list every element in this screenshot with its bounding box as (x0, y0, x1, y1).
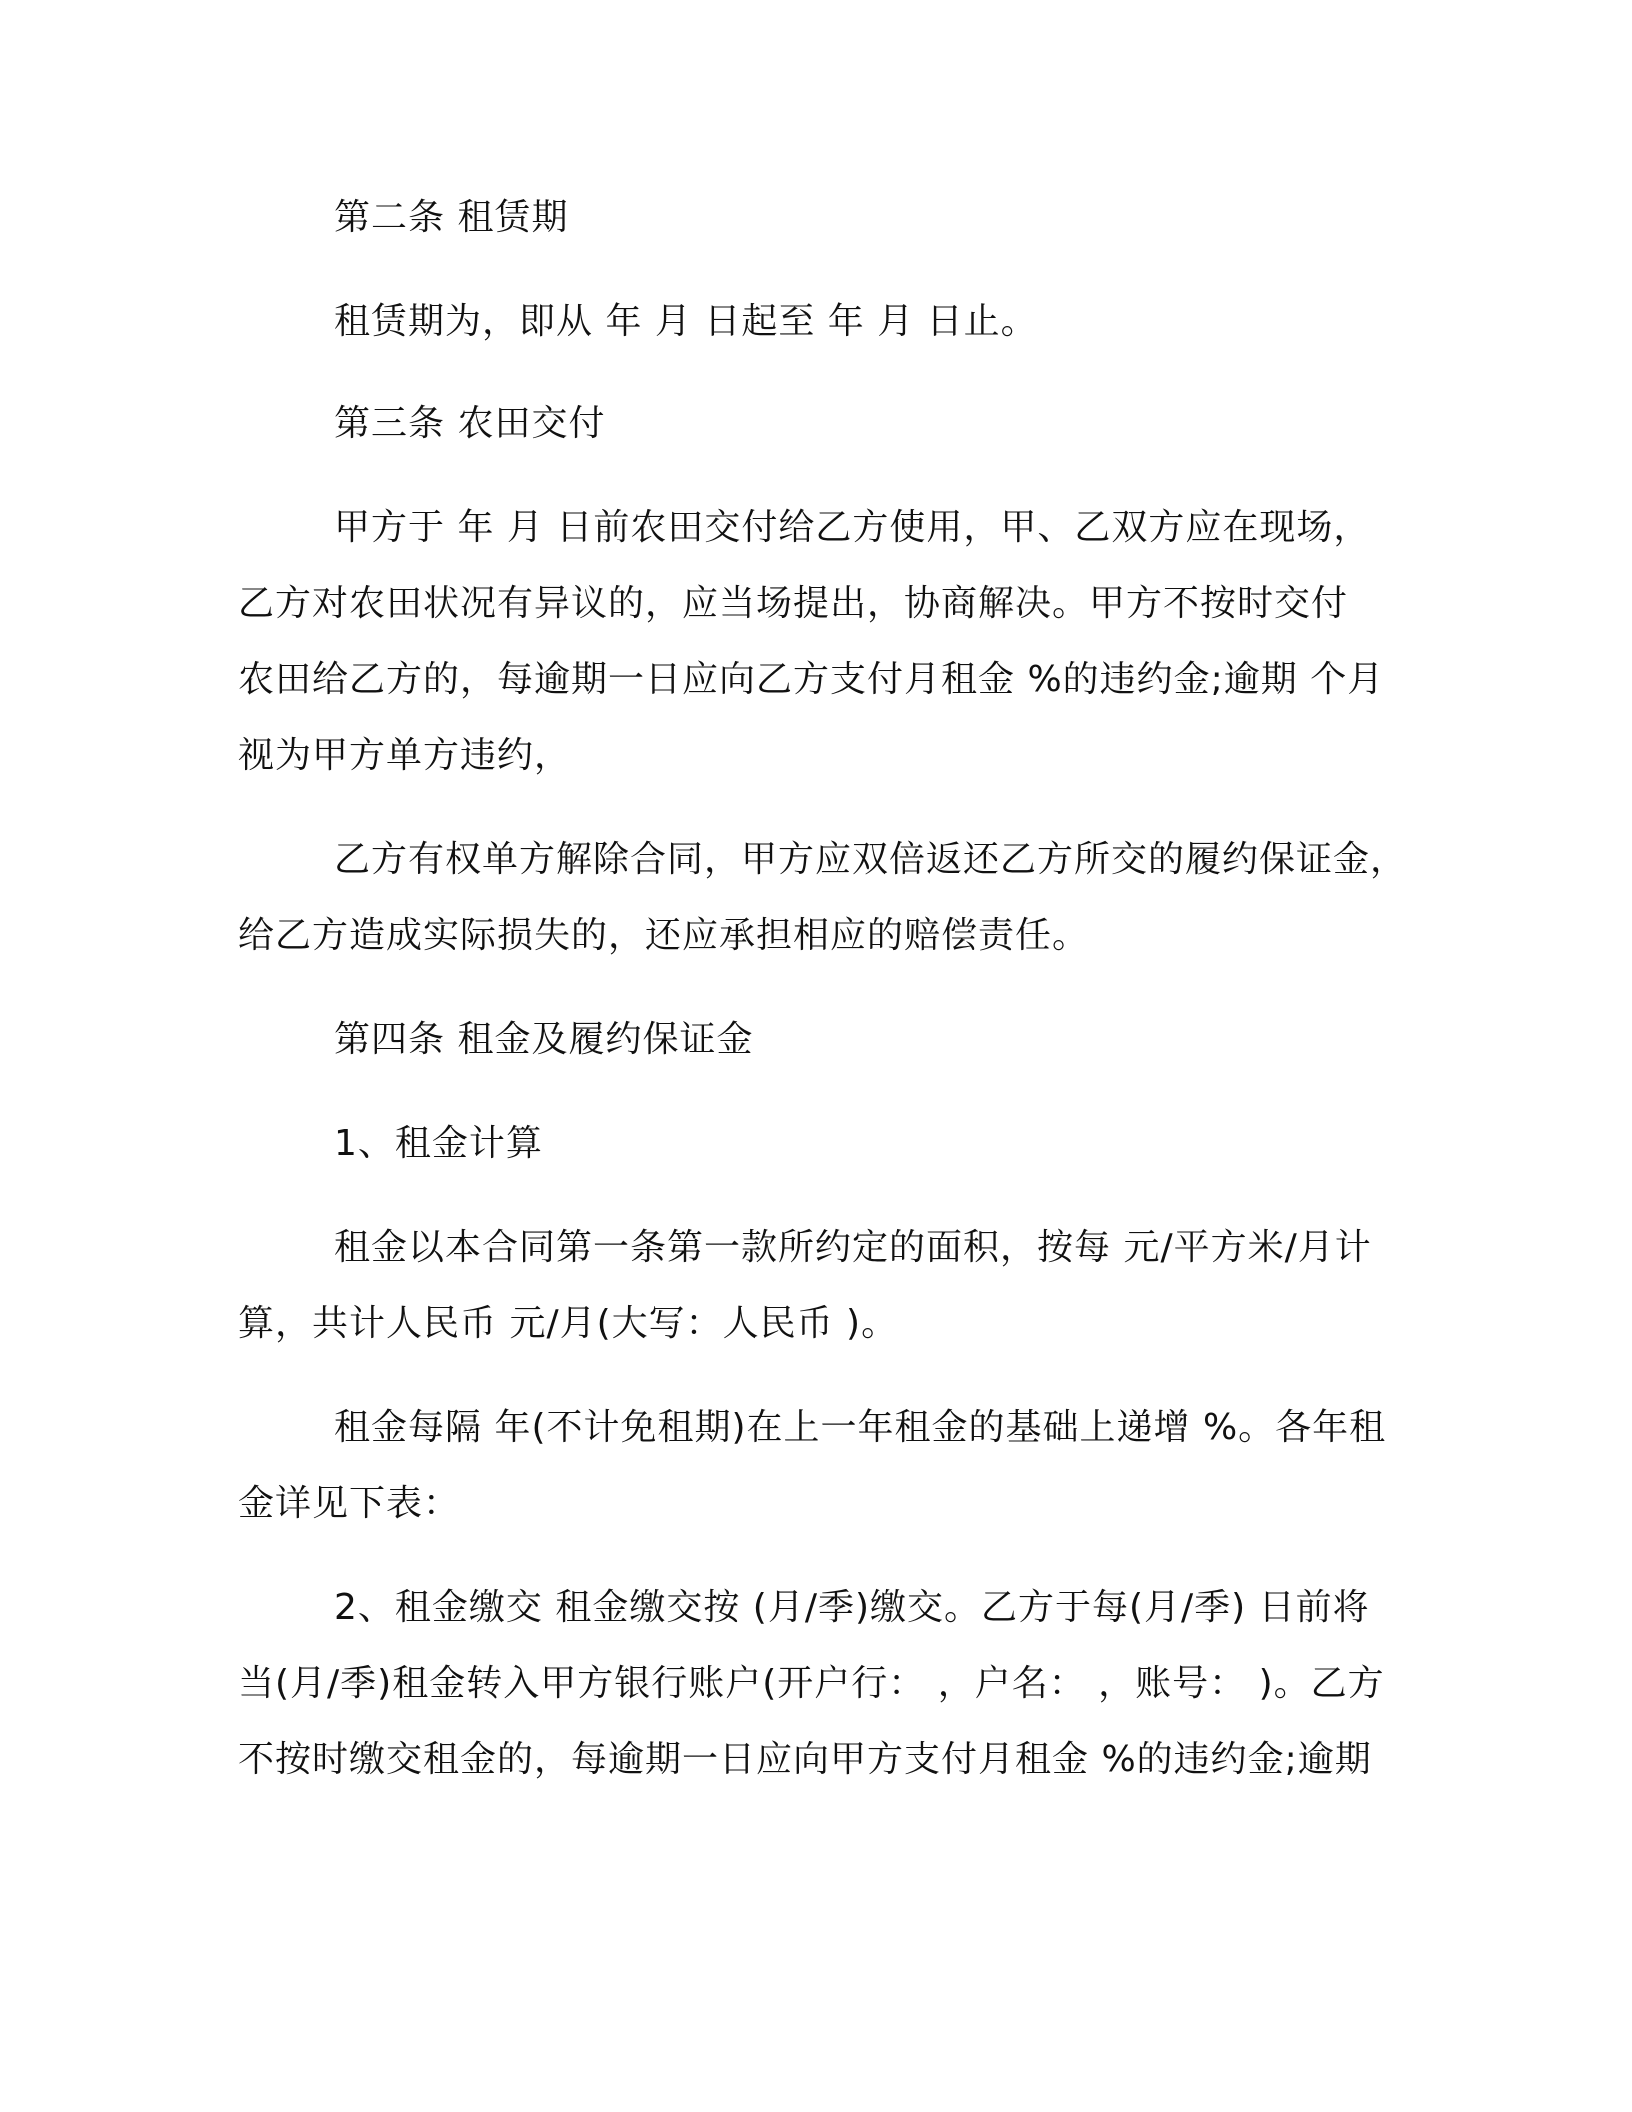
delivery-text-line-2: 乙方对农田状况有异议的，应当场提出，协商解决。甲方不按时交付 (238, 583, 1349, 624)
delivery-text-line-1: 甲方于 年 月 日前农田交付给乙方使用，甲、乙双方应在现场， (334, 507, 1371, 548)
rent-increase-line-1: 租金每隔 年(不计免租期)在上一年租金的基础上递增 %。各年租 (334, 1407, 1387, 1448)
article-2-heading: 第二条 租赁期 (334, 197, 569, 238)
rent-calculation-line-2: 算，共计人民币 元/月(大写：人民币 )。 (238, 1303, 899, 1344)
termination-text-line-1: 乙方有权单方解除合同，甲方应双倍返还乙方所交的履约保证金， (334, 839, 1408, 880)
rent-calculation-heading: 1、租金计算 (334, 1123, 543, 1164)
termination-text-line-2: 给乙方造成实际损失的，还应承担相应的赔偿责任。 (238, 915, 1090, 956)
delivery-text-line-3: 农田给乙方的，每逾期一日应向乙方支付月租金 %的违约金;逾期 个月 (238, 659, 1385, 700)
lease-term-text: 租赁期为，即从 年 月 日起至 年 月 日止。 (334, 301, 1038, 342)
rent-payment-line-2: 当(月/季)租金转入甲方银行账户(开户行： ，户名： ，账号： )。乙方 (238, 1663, 1385, 1704)
rent-payment-line-3: 不按时缴交租金的，每逾期一日应向甲方支付月租金 %的违约金;逾期 (238, 1739, 1372, 1780)
rent-calculation-line-1: 租金以本合同第一条第一款所约定的面积，按每 元/平方米/月计 (334, 1227, 1372, 1268)
article-4-heading: 第四条 租金及履约保证金 (334, 1019, 754, 1060)
article-3-heading: 第三条 农田交付 (334, 403, 606, 444)
rent-increase-line-2: 金详见下表： (238, 1483, 461, 1524)
rent-payment-line-1: 2、租金缴交 租金缴交按 (月/季)缴交。乙方于每(月/季) 日前将 (334, 1587, 1370, 1628)
delivery-text-line-4: 视为甲方单方违约， (238, 735, 572, 776)
